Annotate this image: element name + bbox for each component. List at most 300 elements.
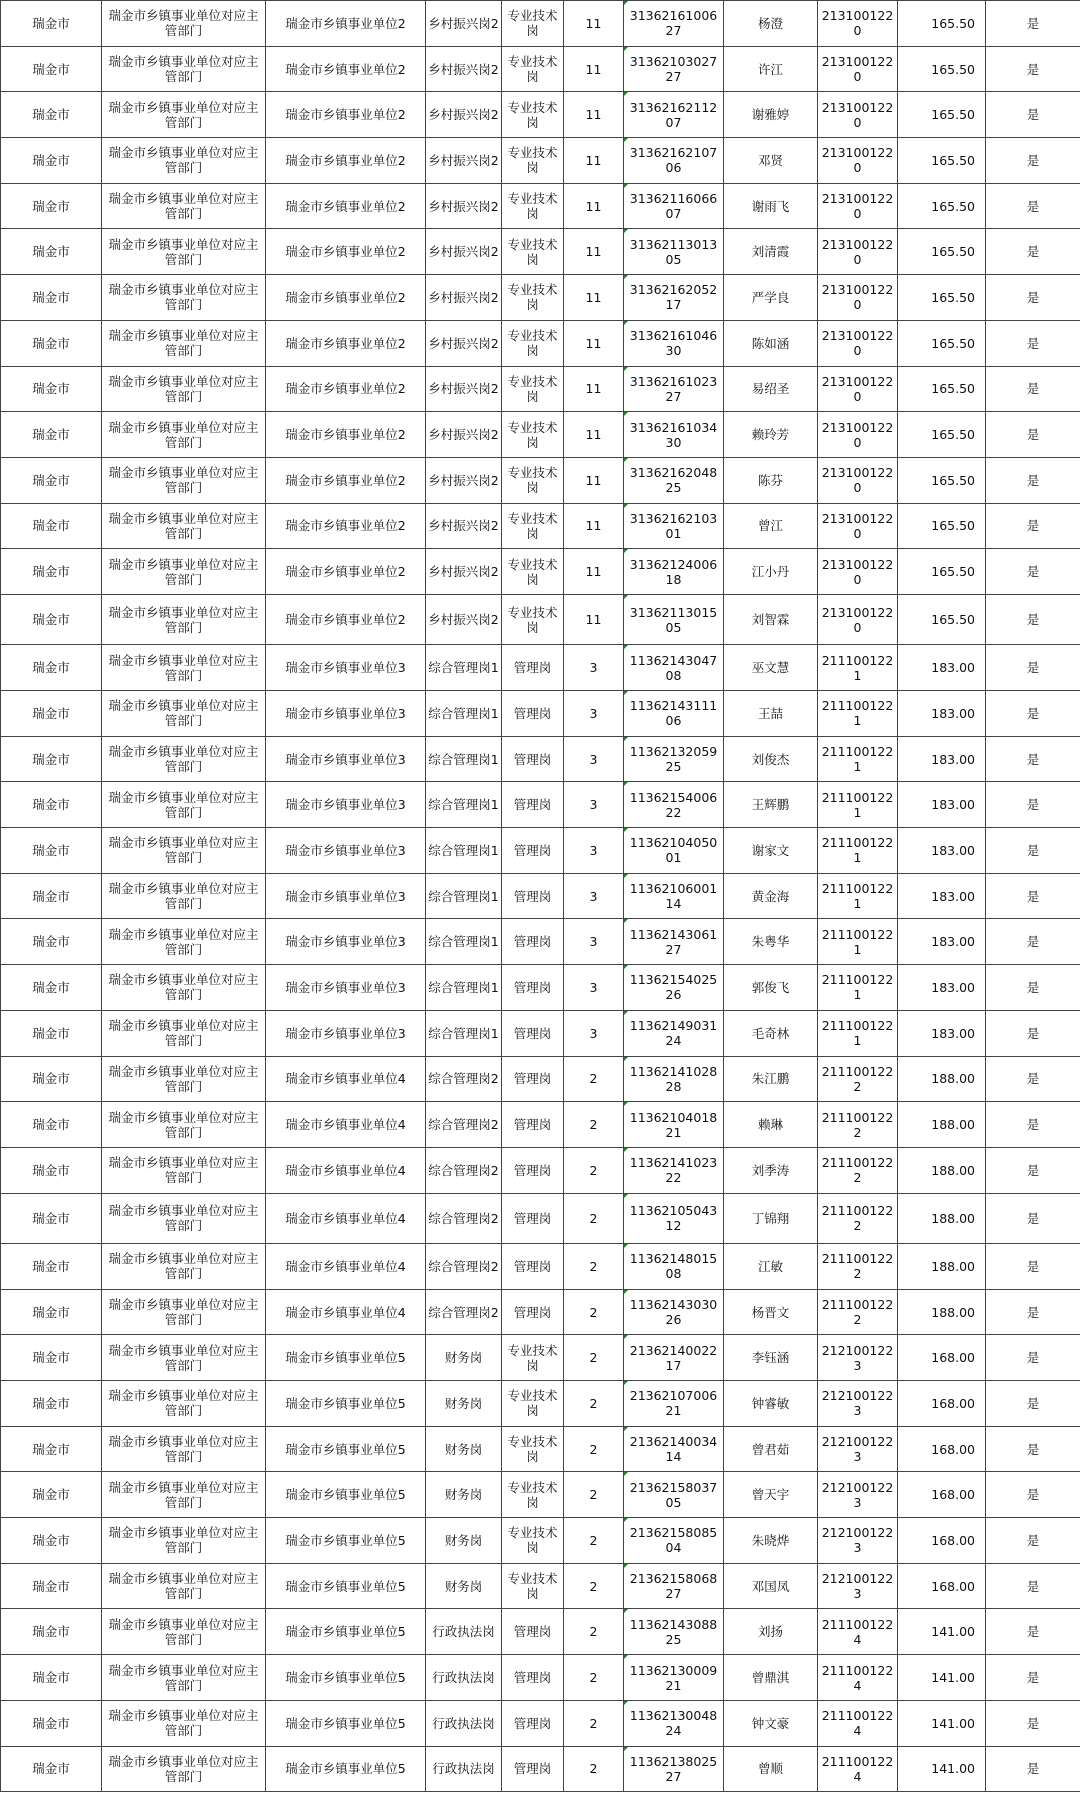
cell-score[interactable]: 188.00: [898, 1289, 986, 1335]
cell-score[interactable]: 188.00: [898, 1193, 986, 1243]
cell-unit[interactable]: 瑞金市乡镇事业单位2: [266, 275, 426, 321]
cell-exam-number[interactable]: 1136214306127: [624, 919, 724, 965]
cell-qualified[interactable]: 是: [986, 645, 1080, 691]
cell-name[interactable]: 曾鼎淇: [724, 1655, 818, 1701]
cell-exam-number[interactable]: 2136214003414: [624, 1426, 724, 1472]
cell-exam-number[interactable]: 1136214311106: [624, 691, 724, 737]
cell-position-code[interactable]: 2121001223: [818, 1381, 898, 1427]
cell-region[interactable]: 瑞金市: [1, 873, 102, 919]
cell-post-type[interactable]: 专业技术岗: [502, 1563, 564, 1609]
cell-qualified[interactable]: 是: [986, 1289, 1080, 1335]
cell-exam-number[interactable]: 1136214303026: [624, 1289, 724, 1335]
cell-region[interactable]: 瑞金市: [1, 965, 102, 1011]
cell-name[interactable]: 丁锦翔: [724, 1193, 818, 1243]
cell-quota[interactable]: 11: [564, 92, 624, 138]
cell-qualified[interactable]: 是: [986, 92, 1080, 138]
cell-exam-number[interactable]: 3136216211207: [624, 92, 724, 138]
cell-region[interactable]: 瑞金市: [1, 229, 102, 275]
cell-exam-number[interactable]: 1136214308825: [624, 1609, 724, 1655]
cell-position[interactable]: 综合管理岗2: [426, 1147, 502, 1193]
cell-quota[interactable]: 11: [564, 549, 624, 595]
cell-position-code[interactable]: 2111001221: [818, 873, 898, 919]
cell-exam-number[interactable]: 3136211301505: [624, 594, 724, 644]
cell-region[interactable]: 瑞金市: [1, 1193, 102, 1243]
cell-position[interactable]: 综合管理岗2: [426, 1193, 502, 1243]
cell-quota[interactable]: 2: [564, 1289, 624, 1335]
cell-name[interactable]: 曾顺: [724, 1746, 818, 1792]
cell-quota[interactable]: 2: [564, 1426, 624, 1472]
cell-position-code[interactable]: 2121001223: [818, 1335, 898, 1381]
cell-unit[interactable]: 瑞金市乡镇事业单位5: [266, 1563, 426, 1609]
cell-post-type[interactable]: 专业技术岗: [502, 1472, 564, 1518]
cell-position-code[interactable]: 2111001224: [818, 1655, 898, 1701]
cell-region[interactable]: 瑞金市: [1, 1700, 102, 1746]
cell-name[interactable]: 易绍圣: [724, 366, 818, 412]
cell-name[interactable]: 王喆: [724, 691, 818, 737]
cell-region[interactable]: 瑞金市: [1, 594, 102, 644]
cell-position-code[interactable]: 2111001224: [818, 1700, 898, 1746]
cell-department[interactable]: 瑞金市乡镇事业单位对应主管部门: [102, 1563, 266, 1609]
cell-position-code[interactable]: 2111001224: [818, 1746, 898, 1792]
cell-qualified[interactable]: 是: [986, 1381, 1080, 1427]
cell-score[interactable]: 168.00: [898, 1426, 986, 1472]
cell-department[interactable]: 瑞金市乡镇事业单位对应主管部门: [102, 503, 266, 549]
cell-exam-number[interactable]: 1136213000921: [624, 1655, 724, 1701]
cell-score[interactable]: 165.50: [898, 138, 986, 184]
cell-unit[interactable]: 瑞金市乡镇事业单位2: [266, 92, 426, 138]
cell-quota[interactable]: 2: [564, 1193, 624, 1243]
cell-unit[interactable]: 瑞金市乡镇事业单位3: [266, 919, 426, 965]
cell-position[interactable]: 乡村振兴岗2: [426, 138, 502, 184]
cell-region[interactable]: 瑞金市: [1, 366, 102, 412]
cell-department[interactable]: 瑞金市乡镇事业单位对应主管部门: [102, 1, 266, 47]
cell-exam-number[interactable]: 1136215402526: [624, 965, 724, 1011]
cell-quota[interactable]: 2: [564, 1056, 624, 1102]
cell-name[interactable]: 毛奇林: [724, 1010, 818, 1056]
cell-score[interactable]: 183.00: [898, 919, 986, 965]
cell-exam-number[interactable]: 2136215808504: [624, 1518, 724, 1564]
cell-name[interactable]: 赖玲芳: [724, 412, 818, 458]
cell-name[interactable]: 李钰涵: [724, 1335, 818, 1381]
cell-department[interactable]: 瑞金市乡镇事业单位对应主管部门: [102, 919, 266, 965]
cell-unit[interactable]: 瑞金市乡镇事业单位4: [266, 1243, 426, 1289]
cell-qualified[interactable]: 是: [986, 1102, 1080, 1148]
cell-position[interactable]: 乡村振兴岗2: [426, 503, 502, 549]
cell-name[interactable]: 朱江鹏: [724, 1056, 818, 1102]
cell-department[interactable]: 瑞金市乡镇事业单位对应主管部门: [102, 1426, 266, 1472]
cell-position[interactable]: 乡村振兴岗2: [426, 1, 502, 47]
cell-name[interactable]: 陈如涵: [724, 320, 818, 366]
cell-qualified[interactable]: 是: [986, 503, 1080, 549]
cell-score[interactable]: 141.00: [898, 1700, 986, 1746]
cell-qualified[interactable]: 是: [986, 691, 1080, 737]
cell-post-type[interactable]: 专业技术岗: [502, 92, 564, 138]
cell-position-code[interactable]: 2121001223: [818, 1472, 898, 1518]
cell-unit[interactable]: 瑞金市乡镇事业单位5: [266, 1700, 426, 1746]
cell-qualified[interactable]: 是: [986, 457, 1080, 503]
cell-region[interactable]: 瑞金市: [1, 1056, 102, 1102]
cell-unit[interactable]: 瑞金市乡镇事业单位2: [266, 46, 426, 92]
cell-quota[interactable]: 2: [564, 1102, 624, 1148]
cell-position-code[interactable]: 2111001224: [818, 1609, 898, 1655]
cell-post-type[interactable]: 管理岗: [502, 1655, 564, 1701]
cell-position[interactable]: 综合管理岗2: [426, 1243, 502, 1289]
cell-region[interactable]: 瑞金市: [1, 1746, 102, 1792]
cell-region[interactable]: 瑞金市: [1, 1472, 102, 1518]
cell-post-type[interactable]: 专业技术岗: [502, 320, 564, 366]
cell-department[interactable]: 瑞金市乡镇事业单位对应主管部门: [102, 1289, 266, 1335]
cell-qualified[interactable]: 是: [986, 183, 1080, 229]
cell-position-code[interactable]: 2131001220: [818, 366, 898, 412]
cell-post-type[interactable]: 管理岗: [502, 1609, 564, 1655]
cell-position-code[interactable]: 2111001222: [818, 1147, 898, 1193]
cell-department[interactable]: 瑞金市乡镇事业单位对应主管部门: [102, 1010, 266, 1056]
cell-unit[interactable]: 瑞金市乡镇事业单位2: [266, 503, 426, 549]
cell-score[interactable]: 165.50: [898, 594, 986, 644]
cell-region[interactable]: 瑞金市: [1, 1010, 102, 1056]
cell-position-code[interactable]: 2111001222: [818, 1193, 898, 1243]
cell-exam-number[interactable]: 3136216100627: [624, 1, 724, 47]
cell-unit[interactable]: 瑞金市乡镇事业单位4: [266, 1147, 426, 1193]
cell-name[interactable]: 赖琳: [724, 1102, 818, 1148]
cell-region[interactable]: 瑞金市: [1, 645, 102, 691]
cell-score[interactable]: 165.50: [898, 1, 986, 47]
cell-quota[interactable]: 2: [564, 1147, 624, 1193]
cell-name[interactable]: 严学良: [724, 275, 818, 321]
cell-region[interactable]: 瑞金市: [1, 1518, 102, 1564]
cell-position-code[interactable]: 2121001223: [818, 1426, 898, 1472]
cell-name[interactable]: 谢家文: [724, 828, 818, 874]
cell-department[interactable]: 瑞金市乡镇事业单位对应主管部门: [102, 1243, 266, 1289]
cell-position-code[interactable]: 2131001220: [818, 594, 898, 644]
cell-quota[interactable]: 3: [564, 919, 624, 965]
cell-qualified[interactable]: 是: [986, 412, 1080, 458]
cell-department[interactable]: 瑞金市乡镇事业单位对应主管部门: [102, 275, 266, 321]
cell-unit[interactable]: 瑞金市乡镇事业单位4: [266, 1289, 426, 1335]
cell-unit[interactable]: 瑞金市乡镇事业单位5: [266, 1609, 426, 1655]
cell-exam-number[interactable]: 3136216210301: [624, 503, 724, 549]
cell-post-type[interactable]: 专业技术岗: [502, 1335, 564, 1381]
cell-unit[interactable]: 瑞金市乡镇事业单位3: [266, 965, 426, 1011]
cell-score[interactable]: 183.00: [898, 782, 986, 828]
cell-score[interactable]: 165.50: [898, 46, 986, 92]
cell-unit[interactable]: 瑞金市乡镇事业单位4: [266, 1193, 426, 1243]
cell-unit[interactable]: 瑞金市乡镇事业单位2: [266, 229, 426, 275]
cell-post-type[interactable]: 专业技术岗: [502, 46, 564, 92]
cell-position-code[interactable]: 2131001220: [818, 320, 898, 366]
cell-post-type[interactable]: 专业技术岗: [502, 412, 564, 458]
cell-qualified[interactable]: 是: [986, 1426, 1080, 1472]
cell-exam-number[interactable]: 2136215806827: [624, 1563, 724, 1609]
cell-post-type[interactable]: 管理岗: [502, 1289, 564, 1335]
cell-position[interactable]: 行政执法岗: [426, 1609, 502, 1655]
cell-exam-number[interactable]: 1136210504312: [624, 1193, 724, 1243]
cell-unit[interactable]: 瑞金市乡镇事业单位5: [266, 1518, 426, 1564]
cell-position-code[interactable]: 2131001220: [818, 275, 898, 321]
cell-post-type[interactable]: 管理岗: [502, 965, 564, 1011]
cell-position[interactable]: 乡村振兴岗2: [426, 549, 502, 595]
cell-score[interactable]: 188.00: [898, 1102, 986, 1148]
cell-position[interactable]: 乡村振兴岗2: [426, 92, 502, 138]
cell-region[interactable]: 瑞金市: [1, 138, 102, 184]
cell-unit[interactable]: 瑞金市乡镇事业单位4: [266, 1056, 426, 1102]
cell-region[interactable]: 瑞金市: [1, 46, 102, 92]
cell-position-code[interactable]: 2131001220: [818, 183, 898, 229]
cell-region[interactable]: 瑞金市: [1, 1102, 102, 1148]
cell-score[interactable]: 168.00: [898, 1381, 986, 1427]
cell-qualified[interactable]: 是: [986, 320, 1080, 366]
cell-department[interactable]: 瑞金市乡镇事业单位对应主管部门: [102, 1609, 266, 1655]
cell-department[interactable]: 瑞金市乡镇事业单位对应主管部门: [102, 1102, 266, 1148]
cell-region[interactable]: 瑞金市: [1, 503, 102, 549]
cell-position[interactable]: 乡村振兴岗2: [426, 183, 502, 229]
cell-department[interactable]: 瑞金市乡镇事业单位对应主管部门: [102, 1147, 266, 1193]
cell-exam-number[interactable]: 1136214304708: [624, 645, 724, 691]
cell-unit[interactable]: 瑞金市乡镇事业单位3: [266, 782, 426, 828]
cell-qualified[interactable]: 是: [986, 1472, 1080, 1518]
cell-post-type[interactable]: 管理岗: [502, 736, 564, 782]
cell-name[interactable]: 王辉鹏: [724, 782, 818, 828]
cell-score[interactable]: 168.00: [898, 1563, 986, 1609]
cell-quota[interactable]: 2: [564, 1472, 624, 1518]
cell-score[interactable]: 168.00: [898, 1472, 986, 1518]
cell-qualified[interactable]: 是: [986, 1056, 1080, 1102]
cell-position-code[interactable]: 2111001222: [818, 1243, 898, 1289]
cell-quota[interactable]: 11: [564, 594, 624, 644]
cell-position[interactable]: 财务岗: [426, 1472, 502, 1518]
cell-post-type[interactable]: 管理岗: [502, 782, 564, 828]
cell-name[interactable]: 谢雅婷: [724, 92, 818, 138]
cell-quota[interactable]: 11: [564, 275, 624, 321]
cell-position-code[interactable]: 2131001220: [818, 46, 898, 92]
cell-qualified[interactable]: 是: [986, 1193, 1080, 1243]
cell-exam-number[interactable]: 1136214801508: [624, 1243, 724, 1289]
cell-position[interactable]: 综合管理岗1: [426, 1010, 502, 1056]
cell-quota[interactable]: 11: [564, 366, 624, 412]
cell-post-type[interactable]: 管理岗: [502, 828, 564, 874]
cell-post-type[interactable]: 专业技术岗: [502, 1381, 564, 1427]
cell-region[interactable]: 瑞金市: [1, 691, 102, 737]
cell-post-type[interactable]: 管理岗: [502, 691, 564, 737]
cell-region[interactable]: 瑞金市: [1, 275, 102, 321]
cell-score[interactable]: 188.00: [898, 1243, 986, 1289]
cell-position[interactable]: 行政执法岗: [426, 1655, 502, 1701]
cell-score[interactable]: 141.00: [898, 1609, 986, 1655]
cell-department[interactable]: 瑞金市乡镇事业单位对应主管部门: [102, 92, 266, 138]
cell-exam-number[interactable]: 3136216204825: [624, 457, 724, 503]
cell-quota[interactable]: 11: [564, 320, 624, 366]
cell-region[interactable]: 瑞金市: [1, 736, 102, 782]
cell-score[interactable]: 165.50: [898, 275, 986, 321]
cell-score[interactable]: 165.50: [898, 92, 986, 138]
cell-qualified[interactable]: 是: [986, 229, 1080, 275]
cell-quota[interactable]: 3: [564, 645, 624, 691]
cell-department[interactable]: 瑞金市乡镇事业单位对应主管部门: [102, 782, 266, 828]
cell-region[interactable]: 瑞金市: [1, 183, 102, 229]
cell-position-code[interactable]: 2111001221: [818, 736, 898, 782]
cell-score[interactable]: 165.50: [898, 229, 986, 275]
cell-quota[interactable]: 2: [564, 1518, 624, 1564]
cell-position[interactable]: 财务岗: [426, 1381, 502, 1427]
cell-score[interactable]: 165.50: [898, 366, 986, 412]
cell-position-code[interactable]: 2121001223: [818, 1518, 898, 1564]
cell-region[interactable]: 瑞金市: [1, 457, 102, 503]
cell-exam-number[interactable]: 3136216103430: [624, 412, 724, 458]
cell-name[interactable]: 刘俊杰: [724, 736, 818, 782]
cell-qualified[interactable]: 是: [986, 549, 1080, 595]
cell-region[interactable]: 瑞金市: [1, 1243, 102, 1289]
cell-quota[interactable]: 2: [564, 1563, 624, 1609]
cell-exam-number[interactable]: 3136211606607: [624, 183, 724, 229]
cell-name[interactable]: 许江: [724, 46, 818, 92]
cell-unit[interactable]: 瑞金市乡镇事业单位3: [266, 828, 426, 874]
cell-exam-number[interactable]: 1136210405001: [624, 828, 724, 874]
cell-unit[interactable]: 瑞金市乡镇事业单位3: [266, 873, 426, 919]
cell-name[interactable]: 曾君茹: [724, 1426, 818, 1472]
cell-position[interactable]: 财务岗: [426, 1563, 502, 1609]
cell-unit[interactable]: 瑞金市乡镇事业单位5: [266, 1426, 426, 1472]
cell-unit[interactable]: 瑞金市乡镇事业单位2: [266, 1, 426, 47]
cell-quota[interactable]: 2: [564, 1746, 624, 1792]
cell-exam-number[interactable]: 1136213004824: [624, 1700, 724, 1746]
cell-post-type[interactable]: 专业技术岗: [502, 1426, 564, 1472]
cell-region[interactable]: 瑞金市: [1, 1381, 102, 1427]
cell-department[interactable]: 瑞金市乡镇事业单位对应主管部门: [102, 183, 266, 229]
cell-department[interactable]: 瑞金市乡镇事业单位对应主管部门: [102, 1655, 266, 1701]
cell-unit[interactable]: 瑞金市乡镇事业单位5: [266, 1746, 426, 1792]
cell-department[interactable]: 瑞金市乡镇事业单位对应主管部门: [102, 412, 266, 458]
cell-qualified[interactable]: 是: [986, 736, 1080, 782]
cell-department[interactable]: 瑞金市乡镇事业单位对应主管部门: [102, 873, 266, 919]
cell-position[interactable]: 乡村振兴岗2: [426, 457, 502, 503]
cell-unit[interactable]: 瑞金市乡镇事业单位2: [266, 138, 426, 184]
cell-position-code[interactable]: 2111001222: [818, 1056, 898, 1102]
cell-unit[interactable]: 瑞金市乡镇事业单位5: [266, 1655, 426, 1701]
cell-department[interactable]: 瑞金市乡镇事业单位对应主管部门: [102, 828, 266, 874]
cell-name[interactable]: 朱粤华: [724, 919, 818, 965]
cell-position[interactable]: 综合管理岗2: [426, 1102, 502, 1148]
cell-score[interactable]: 183.00: [898, 965, 986, 1011]
cell-region[interactable]: 瑞金市: [1, 320, 102, 366]
cell-exam-number[interactable]: 3136211301305: [624, 229, 724, 275]
cell-exam-number[interactable]: 1136215400622: [624, 782, 724, 828]
cell-quota[interactable]: 11: [564, 412, 624, 458]
cell-position[interactable]: 行政执法岗: [426, 1700, 502, 1746]
cell-score[interactable]: 165.50: [898, 549, 986, 595]
cell-name[interactable]: 钟文豪: [724, 1700, 818, 1746]
cell-post-type[interactable]: 专业技术岗: [502, 549, 564, 595]
cell-score[interactable]: 165.50: [898, 457, 986, 503]
cell-unit[interactable]: 瑞金市乡镇事业单位5: [266, 1335, 426, 1381]
cell-score[interactable]: 183.00: [898, 645, 986, 691]
cell-quota[interactable]: 11: [564, 1, 624, 47]
cell-exam-number[interactable]: 1136214102828: [624, 1056, 724, 1102]
cell-unit[interactable]: 瑞金市乡镇事业单位2: [266, 412, 426, 458]
cell-score[interactable]: 141.00: [898, 1746, 986, 1792]
cell-unit[interactable]: 瑞金市乡镇事业单位3: [266, 645, 426, 691]
cell-position[interactable]: 乡村振兴岗2: [426, 229, 502, 275]
cell-position[interactable]: 综合管理岗1: [426, 828, 502, 874]
cell-department[interactable]: 瑞金市乡镇事业单位对应主管部门: [102, 1056, 266, 1102]
cell-post-type[interactable]: 专业技术岗: [502, 594, 564, 644]
cell-quota[interactable]: 3: [564, 782, 624, 828]
cell-name[interactable]: 刘扬: [724, 1609, 818, 1655]
cell-qualified[interactable]: 是: [986, 1655, 1080, 1701]
cell-qualified[interactable]: 是: [986, 1518, 1080, 1564]
cell-name[interactable]: 黄金海: [724, 873, 818, 919]
cell-exam-number[interactable]: 1136213205925: [624, 736, 724, 782]
cell-post-type[interactable]: 专业技术岗: [502, 183, 564, 229]
cell-department[interactable]: 瑞金市乡镇事业单位对应主管部门: [102, 549, 266, 595]
cell-quota[interactable]: 3: [564, 965, 624, 1011]
cell-name[interactable]: 刘清霞: [724, 229, 818, 275]
cell-score[interactable]: 168.00: [898, 1518, 986, 1564]
cell-qualified[interactable]: 是: [986, 138, 1080, 184]
cell-position-code[interactable]: 2131001220: [818, 1, 898, 47]
cell-score[interactable]: 165.50: [898, 320, 986, 366]
cell-post-type[interactable]: 专业技术岗: [502, 229, 564, 275]
cell-exam-number[interactable]: 1136214102322: [624, 1147, 724, 1193]
cell-unit[interactable]: 瑞金市乡镇事业单位5: [266, 1472, 426, 1518]
cell-qualified[interactable]: 是: [986, 1700, 1080, 1746]
cell-position-code[interactable]: 2111001221: [818, 965, 898, 1011]
cell-score[interactable]: 168.00: [898, 1335, 986, 1381]
cell-qualified[interactable]: 是: [986, 594, 1080, 644]
cell-position[interactable]: 综合管理岗2: [426, 1056, 502, 1102]
cell-qualified[interactable]: 是: [986, 1, 1080, 47]
cell-name[interactable]: 邓贤: [724, 138, 818, 184]
cell-qualified[interactable]: 是: [986, 919, 1080, 965]
cell-qualified[interactable]: 是: [986, 1335, 1080, 1381]
cell-post-type[interactable]: 管理岗: [502, 1010, 564, 1056]
cell-region[interactable]: 瑞金市: [1, 412, 102, 458]
cell-post-type[interactable]: 管理岗: [502, 645, 564, 691]
cell-department[interactable]: 瑞金市乡镇事业单位对应主管部门: [102, 645, 266, 691]
cell-position[interactable]: 乡村振兴岗2: [426, 46, 502, 92]
cell-name[interactable]: 曾江: [724, 503, 818, 549]
cell-position[interactable]: 综合管理岗2: [426, 1289, 502, 1335]
cell-qualified[interactable]: 是: [986, 1746, 1080, 1792]
cell-unit[interactable]: 瑞金市乡镇事业单位2: [266, 366, 426, 412]
cell-post-type[interactable]: 管理岗: [502, 1147, 564, 1193]
cell-unit[interactable]: 瑞金市乡镇事业单位2: [266, 549, 426, 595]
cell-quota[interactable]: 3: [564, 736, 624, 782]
cell-post-type[interactable]: 管理岗: [502, 873, 564, 919]
cell-score[interactable]: 183.00: [898, 691, 986, 737]
cell-score[interactable]: 165.50: [898, 503, 986, 549]
cell-name[interactable]: 陈芬: [724, 457, 818, 503]
cell-department[interactable]: 瑞金市乡镇事业单位对应主管部门: [102, 965, 266, 1011]
cell-position[interactable]: 综合管理岗1: [426, 919, 502, 965]
cell-position[interactable]: 综合管理岗1: [426, 782, 502, 828]
cell-name[interactable]: 邓国凤: [724, 1563, 818, 1609]
cell-exam-number[interactable]: 2136214002217: [624, 1335, 724, 1381]
cell-exam-number[interactable]: 3136216210706: [624, 138, 724, 184]
cell-qualified[interactable]: 是: [986, 366, 1080, 412]
cell-position[interactable]: 综合管理岗1: [426, 736, 502, 782]
cell-quota[interactable]: 3: [564, 828, 624, 874]
cell-department[interactable]: 瑞金市乡镇事业单位对应主管部门: [102, 1193, 266, 1243]
cell-exam-number[interactable]: 3136212400618: [624, 549, 724, 595]
cell-quota[interactable]: 11: [564, 229, 624, 275]
cell-position-code[interactable]: 2131001220: [818, 549, 898, 595]
cell-department[interactable]: 瑞金市乡镇事业单位对应主管部门: [102, 229, 266, 275]
cell-quota[interactable]: 3: [564, 1010, 624, 1056]
cell-exam-number[interactable]: 1136210600114: [624, 873, 724, 919]
cell-region[interactable]: 瑞金市: [1, 1, 102, 47]
cell-position-code[interactable]: 2111001221: [818, 919, 898, 965]
cell-exam-number[interactable]: 3136216205217: [624, 275, 724, 321]
